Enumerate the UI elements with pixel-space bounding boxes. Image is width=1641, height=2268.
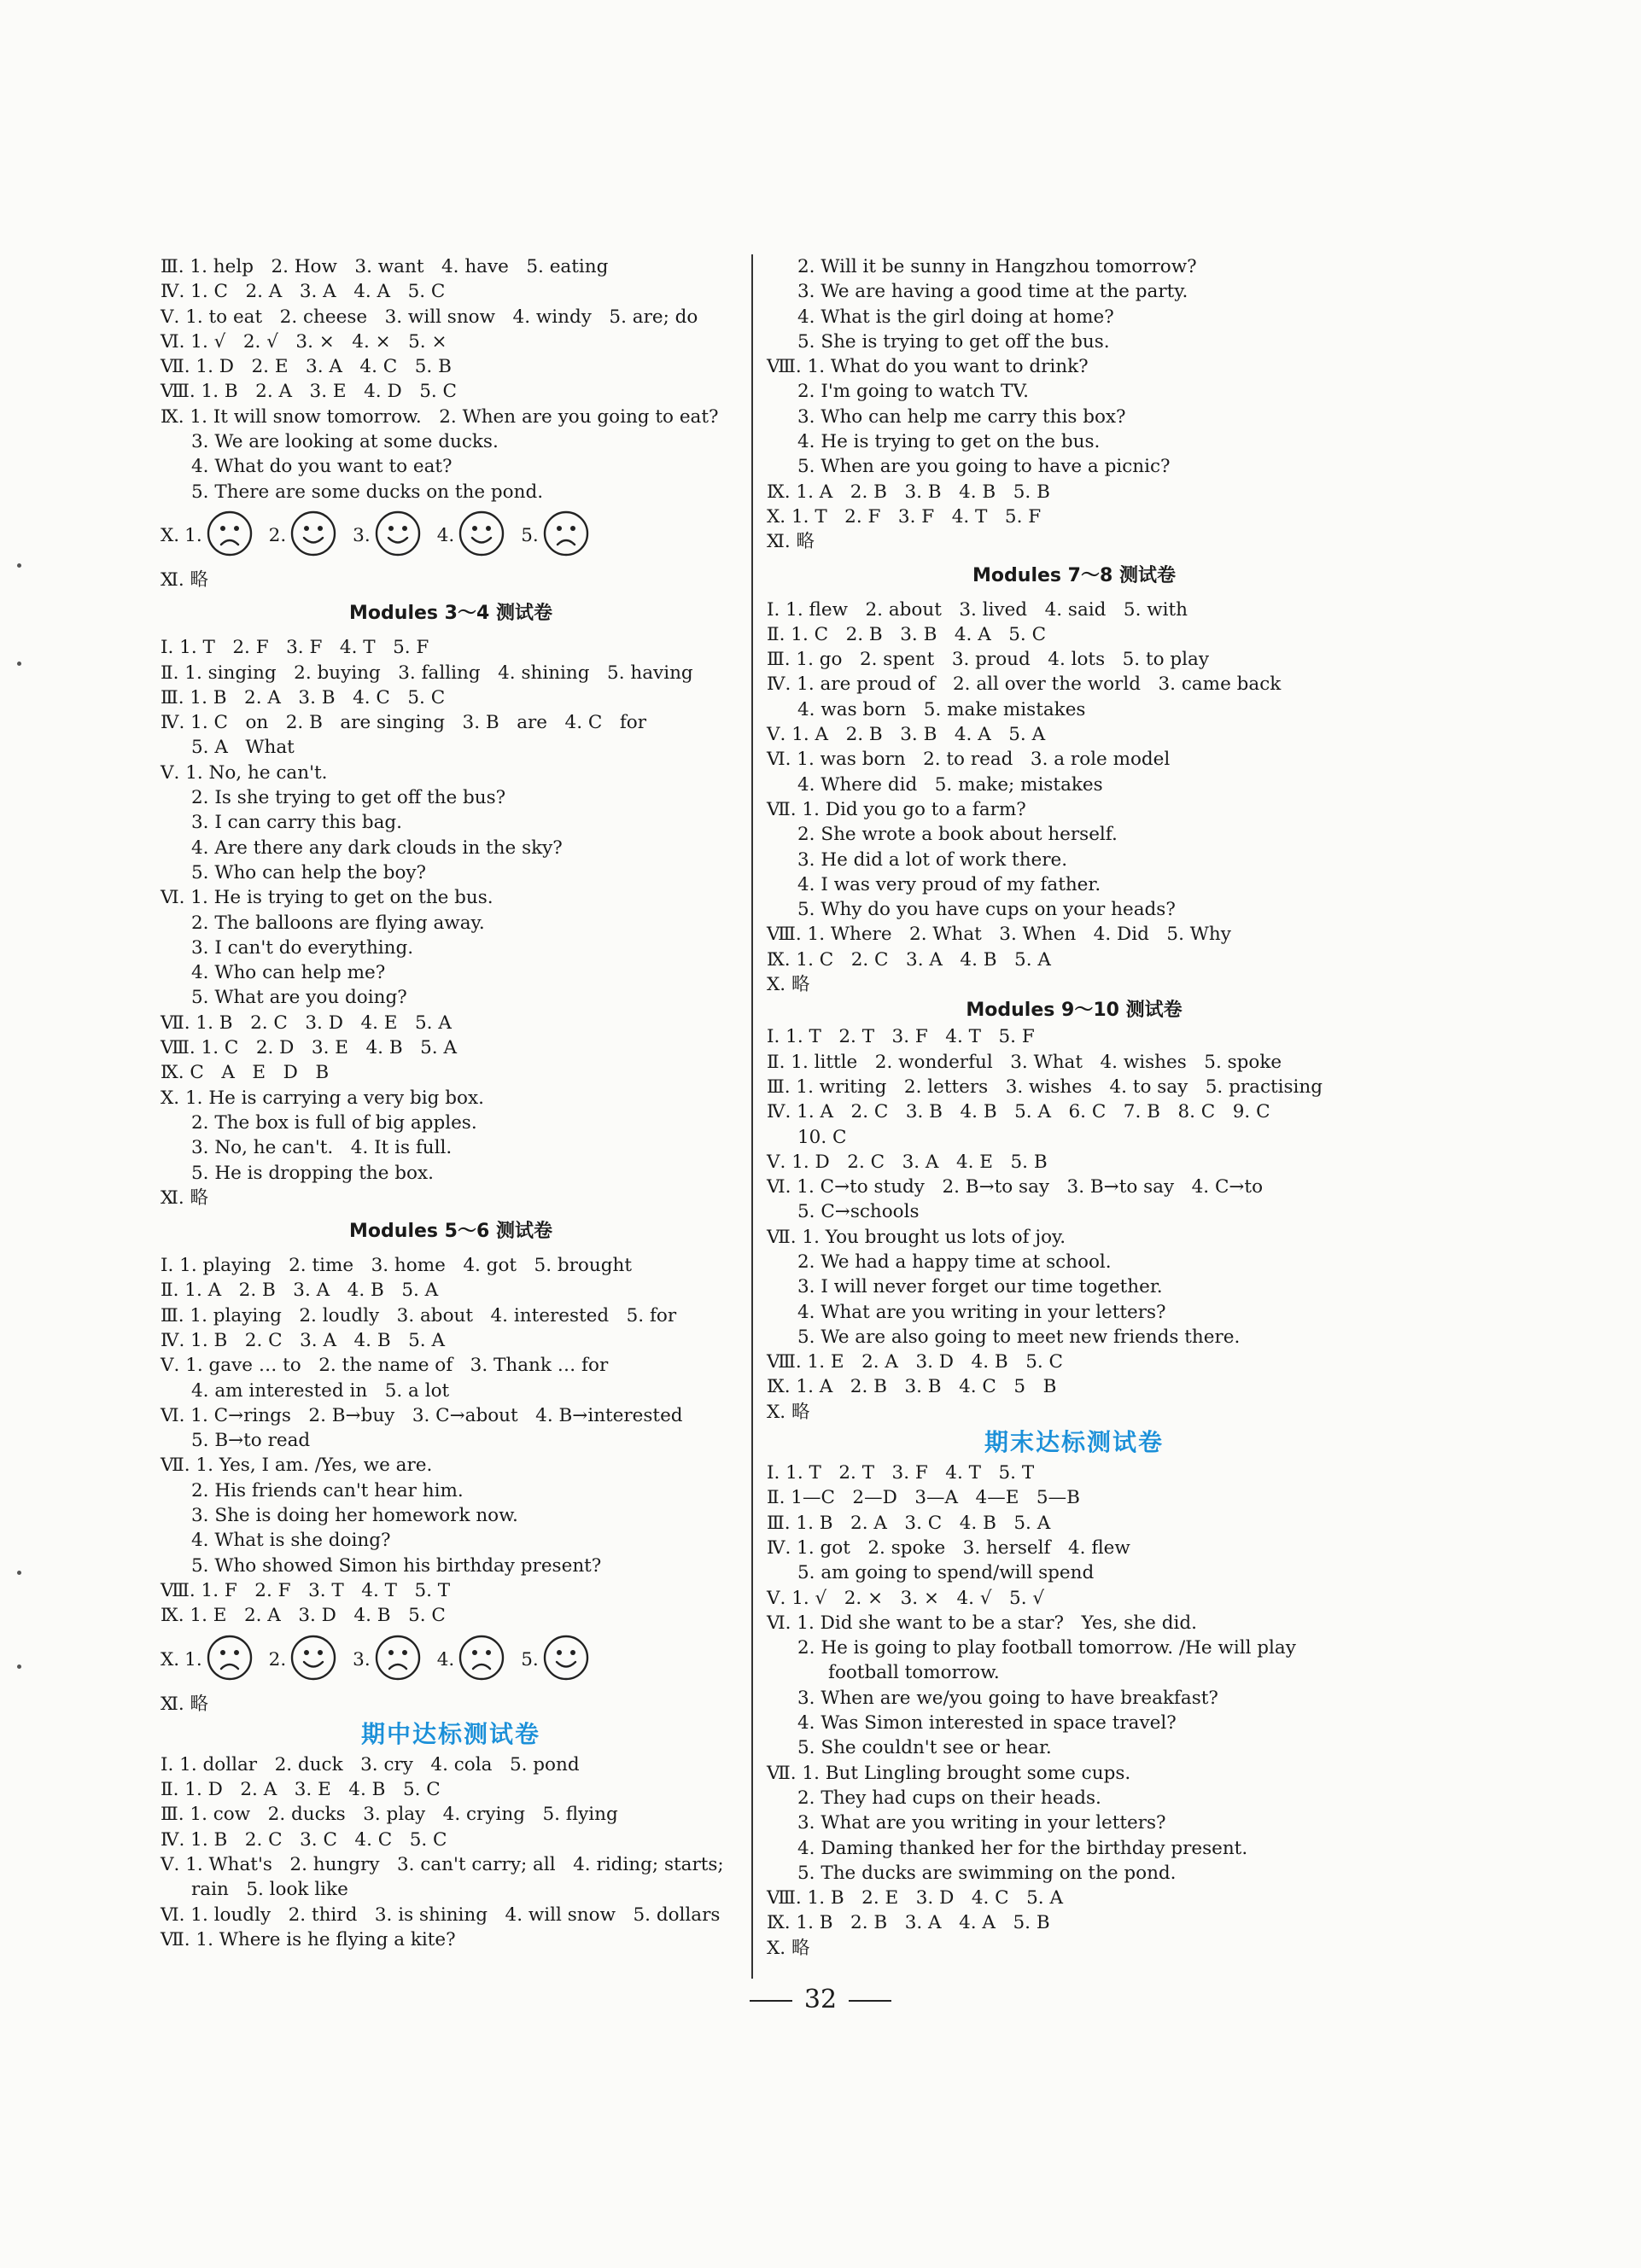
scan-speck bbox=[17, 1571, 21, 1575]
answer-line: 3. What are you writing in your letters? bbox=[797, 1812, 1166, 1834]
answer-line: 5. There are some ducks on the pond. bbox=[191, 481, 544, 503]
sad-face-icon bbox=[458, 1634, 505, 1687]
answer-line: Ⅸ. 1. C 2. C 3. A 4. B 5. A bbox=[767, 948, 1051, 971]
answer-line: Ⅰ. 1. dollar 2. duck 3. cry 4. cola 5. pond bbox=[161, 1753, 580, 1775]
answer-line: Ⅱ. 1. little 2. wonderful 3. What 4. wishes 5. spoke bbox=[767, 1051, 1282, 1073]
answer-line: Ⅸ. 1. A 2. B 3. B 4. C 5 B bbox=[767, 1376, 1057, 1398]
face-number: 1. bbox=[184, 1649, 202, 1671]
answer-line: Ⅷ. 1. F 2. F 3. T 4. T 5. T bbox=[161, 1579, 451, 1601]
answer-line: Ⅶ. 1. You brought us lots of joy. bbox=[767, 1226, 1066, 1248]
answer-line: 4. am interested in 5. a lot bbox=[191, 1379, 450, 1402]
answer-line: Ⅹ. 1. He is carrying a very big box. bbox=[161, 1087, 484, 1109]
face-answer bbox=[269, 510, 338, 563]
answer-line: Ⅸ. 1. It will snow tomorrow. 2. When are you going to eat? bbox=[161, 405, 719, 428]
scan-speck bbox=[17, 662, 21, 666]
answer-line: Ⅳ. 1. A 2. C 3. B 4. B 5. A 6. C 7. B 8. C 9. C bbox=[767, 1101, 1270, 1123]
answer-line: Ⅷ. 1. What do you want to drink? bbox=[767, 356, 1089, 378]
answer-line: 4. Are there any dark clouds in the sky? bbox=[191, 837, 563, 859]
answer-line: Ⅷ. 1. B 2. A 3. E 4. D 5. C bbox=[161, 381, 457, 403]
face-number: 3. bbox=[353, 525, 371, 547]
test-title: 期中达标测试卷 bbox=[360, 1719, 540, 1748]
answer-line: Ⅴ. 1. No, he can't. bbox=[161, 761, 328, 784]
answer-line: 3. We are having a good time at the party. bbox=[797, 281, 1188, 303]
face-answer bbox=[269, 1634, 338, 1687]
answer-line: Ⅳ. 1. C 2. A 3. A 4. A 5. C bbox=[161, 281, 446, 303]
answer-line: 5. Why do you have cups on your heads? bbox=[797, 899, 1176, 921]
answer-line: Ⅵ. 1. loudly 2. third 3. is shining 4. will snow 5. dollars bbox=[161, 1904, 721, 1926]
answer-line: 3. He did a lot of work there. bbox=[797, 848, 1068, 871]
answer-line: Ⅶ. 1. Where is he flying a kite? bbox=[161, 1928, 456, 1950]
answer-line: Ⅲ. 1. go 2. spent 3. proud 4. lots 5. to play bbox=[767, 649, 1209, 671]
faces-row bbox=[161, 1629, 741, 1692]
answer-line: Ⅲ. 1. playing 2. loudly 3. about 4. interested 5. for bbox=[161, 1304, 677, 1326]
face-number: 1. bbox=[184, 525, 202, 547]
face-answer bbox=[184, 510, 254, 563]
answer-line: Ⅸ. 1. A 2. B 3. B 4. B 5. B bbox=[767, 481, 1050, 503]
face-number: 2. bbox=[268, 525, 287, 547]
answer-line: 4. What are you writing in your letters? bbox=[797, 1301, 1166, 1323]
answer-line: Ⅹ. 略 bbox=[767, 1937, 810, 1959]
answer-line: Ⅷ. 1. E 2. A 3. D 4. B 5. C bbox=[767, 1351, 1063, 1373]
answer-line: Ⅶ. 1. But Lingling brought some cups. bbox=[767, 1762, 1131, 1784]
answer-line: Ⅹ. 略 bbox=[767, 974, 810, 996]
answer-line: 5. Who can help the boy? bbox=[191, 861, 427, 883]
answer-line: 2. She wrote a book about herself. bbox=[797, 824, 1118, 846]
answer-line: Ⅺ. 略 bbox=[161, 1693, 208, 1715]
answer-line: 5. She is trying to get off the bus. bbox=[797, 330, 1110, 353]
answer-line: Ⅲ. 1. B 2. A 3. C 4. B 5. A bbox=[767, 1512, 1051, 1534]
answer-line: 2. They had cups on their heads. bbox=[797, 1787, 1101, 1809]
answer-line: Ⅸ. 1. B 2. B 3. A 4. A 5. B bbox=[767, 1912, 1050, 1934]
answer-line: 4. What do you want to eat? bbox=[191, 456, 453, 478]
section-heading: Modules 7～8 测试卷 bbox=[972, 564, 1176, 586]
answer-line: Ⅶ. 1. Did you go to a farm? bbox=[767, 798, 1026, 820]
answer-line: Ⅱ. 1. singing 2. buying 3. falling 4. shining 5. having bbox=[161, 662, 693, 684]
answer-line: 4. was born 5. make mistakes bbox=[797, 698, 1086, 720]
answer-line: Ⅴ. 1. A 2. B 3. B 4. A 5. A bbox=[767, 724, 1046, 746]
answer-line: 5. am going to spend/will spend bbox=[797, 1562, 1095, 1584]
face-answer bbox=[437, 510, 506, 563]
answer-line: 4. Daming thanked her for the birthday present. bbox=[797, 1837, 1248, 1859]
answer-line: 2. The box is full of big apples. bbox=[191, 1111, 477, 1134]
answer-line: Ⅷ. 1. Where 2. What 3. When 4. Did 5. Why bbox=[767, 924, 1231, 946]
answer-line: 2. Is she trying to get off the bus? bbox=[191, 787, 506, 809]
answer-line: Ⅲ. 1. B 2. A 3. B 4. C 5. C bbox=[161, 686, 446, 708]
answer-line: Ⅲ. 1. help 2. How 3. want 4. have 5. eating bbox=[161, 256, 609, 277]
answer-line: Ⅺ. 略 bbox=[161, 568, 208, 591]
answer-line: Ⅶ. 1. Yes, I am. /Yes, we are. bbox=[161, 1455, 433, 1477]
answer-line: 4. Who can help me? bbox=[191, 962, 386, 984]
answer-line: Ⅳ. 1. B 2. C 3. A 4. B 5. A bbox=[161, 1329, 445, 1351]
answer-line: 5. When are you going to have a picnic? bbox=[797, 456, 1171, 478]
answer-line: Ⅴ. 1. to eat 2. cheese 3. will snow 4. windy 5. are; do bbox=[161, 306, 698, 328]
smiley-face-icon bbox=[542, 1634, 590, 1687]
smiley-face-icon bbox=[289, 510, 337, 563]
faces-row-label: Ⅹ. bbox=[161, 525, 180, 547]
answer-line: 5. C→schools bbox=[797, 1201, 920, 1223]
answer-line: Ⅷ. 1. C 2. D 3. E 4. B 5. A bbox=[161, 1037, 457, 1059]
answer-line: 3. No, he can't. 4. It is full. bbox=[191, 1137, 453, 1159]
sad-face-icon bbox=[374, 1634, 422, 1687]
face-number: 2. bbox=[268, 1649, 287, 1671]
answer-line: Ⅴ. 1. √ 2. × 3. × 4. √ 5. √ bbox=[767, 1587, 1045, 1609]
answer-line: Ⅳ. 1. B 2. C 3. C 4. C 5. C bbox=[161, 1828, 447, 1851]
answer-line: 5. She couldn't see or hear. bbox=[797, 1737, 1052, 1759]
answer-line: 4. I was very proud of my father. bbox=[797, 873, 1101, 895]
answer-line: Ⅳ. 1. got 2. spoke 3. herself 4. flew bbox=[767, 1536, 1130, 1559]
answer-line: Ⅵ. 1. √ 2. √ 3. × 4. × 5. × bbox=[161, 330, 447, 353]
page-number-dash-right bbox=[849, 2000, 891, 2002]
answer-line: Ⅱ. 1. A 2. B 3. A 4. B 5. A bbox=[161, 1280, 439, 1302]
answer-line: Ⅰ. 1. T 2. T 3. F 4. T 5. T bbox=[767, 1462, 1035, 1484]
scan-speck bbox=[17, 563, 21, 568]
answer-line: Ⅲ. 1. cow 2. ducks 3. play 4. crying 5. flying bbox=[161, 1804, 618, 1826]
faces-row bbox=[161, 504, 741, 568]
face-answer bbox=[184, 1634, 254, 1687]
answer-line: Ⅱ. 1. D 2. A 3. E 4. B 5. C bbox=[161, 1779, 441, 1801]
face-answer bbox=[353, 510, 422, 563]
answer-line: Ⅵ. 1. was born 2. to read 3. a role model bbox=[767, 749, 1171, 771]
answer-line: Ⅺ. 略 bbox=[161, 1186, 208, 1209]
answer-line: Ⅰ. 1. playing 2. time 3. home 4. got 5. brought bbox=[161, 1255, 632, 1277]
answer-line: 5. We are also going to meet new friends there. bbox=[797, 1326, 1241, 1348]
answer-line: Ⅵ. 1. He is trying to get on the bus. bbox=[161, 887, 493, 909]
answer-line: Ⅳ. 1. are proud of 2. all over the world 3. came back bbox=[767, 673, 1282, 696]
answer-line: 2. I'm going to watch TV. bbox=[797, 381, 1029, 403]
answer-line: Ⅳ. 1. C on 2. B are singing 3. B are 4. C for bbox=[161, 712, 647, 734]
answer-line: 3. Who can help me carry this box? bbox=[797, 405, 1126, 428]
face-answer bbox=[521, 510, 590, 563]
answer-line: Ⅶ. 1. D 2. E 3. A 4. C 5. B bbox=[161, 356, 452, 378]
face-answer bbox=[521, 1634, 590, 1687]
answer-line: Ⅵ. 1. Did she want to be a star? Yes, she did. bbox=[767, 1612, 1197, 1634]
face-number: 4. bbox=[436, 1649, 455, 1671]
answer-line: 3. I can carry this bag. bbox=[191, 812, 403, 834]
answer-line: Ⅴ. 1. D 2. C 3. A 4. E 5. B bbox=[767, 1151, 1048, 1173]
left-column bbox=[161, 254, 741, 1952]
section-heading: Modules 5～6 测试卷 bbox=[349, 1221, 552, 1243]
answer-line: Ⅴ. 1. gave … to 2. the name of 3. Thank … for bbox=[161, 1355, 609, 1377]
answer-line: 3. I can't do everything. bbox=[191, 936, 414, 959]
smiley-face-icon bbox=[374, 510, 422, 563]
test-title: 期末达标测试卷 bbox=[984, 1428, 1164, 1457]
answer-line: 4. Where did 5. make; mistakes bbox=[797, 773, 1103, 796]
answer-line: football tomorrow. bbox=[828, 1662, 1000, 1684]
faces-row-label: Ⅹ. bbox=[161, 1649, 180, 1671]
face-answer bbox=[353, 1634, 422, 1687]
answer-line: 3. We are looking at some ducks. bbox=[191, 431, 499, 453]
answer-line: Ⅵ. 1. C→rings 2. B→buy 3. C→about 4. B→interested bbox=[161, 1404, 683, 1426]
answer-line: 2. Will it be sunny in Hangzhou tomorrow? bbox=[797, 256, 1197, 277]
section-heading: Modules 9～10 测试卷 bbox=[966, 1000, 1183, 1022]
answer-line: 4. What is she doing? bbox=[191, 1530, 391, 1552]
page-number-text: 32 bbox=[803, 1985, 838, 2014]
right-column bbox=[767, 254, 1381, 1961]
page-number bbox=[0, 1985, 1641, 2014]
answer-line: 3. She is doing her homework now. bbox=[191, 1505, 518, 1527]
answer-line: 5. B→to read bbox=[191, 1430, 311, 1452]
face-number: 5. bbox=[521, 525, 539, 547]
page-number-dash-left bbox=[750, 2000, 792, 2002]
answer-line: 5. He is dropping the box. bbox=[191, 1162, 434, 1184]
answer-line: Ⅱ. 1—C 2—D 3—A 4—E 5—B bbox=[767, 1487, 1080, 1509]
smiley-face-icon bbox=[458, 510, 505, 563]
answer-line: 3. When are we/you going to have breakfast? bbox=[797, 1687, 1218, 1709]
answer-line: Ⅱ. 1. C 2. B 3. B 4. A 5. C bbox=[767, 623, 1047, 645]
sad-face-icon bbox=[542, 510, 590, 563]
face-number: 4. bbox=[436, 525, 455, 547]
section-heading: Modules 3～4 测试卷 bbox=[349, 603, 552, 625]
column-divider bbox=[751, 254, 753, 1979]
answer-line: 2. We had a happy time at school. bbox=[797, 1251, 1112, 1273]
answer-line: Ⅹ. 1. T 2. F 3. F 4. T 5. F bbox=[767, 505, 1042, 528]
answer-line: Ⅸ. C A E D B bbox=[161, 1062, 330, 1084]
answer-line: 5. What are you doing? bbox=[191, 987, 407, 1009]
answer-line: Ⅺ. 略 bbox=[767, 531, 815, 553]
answer-line: Ⅵ. 1. C→to study 2. B→to say 3. B→to say 4. C→to bbox=[767, 1176, 1264, 1198]
answer-line: 3. I will never forget our time together. bbox=[797, 1276, 1163, 1298]
answer-line: 4. What is the girl doing at home? bbox=[797, 306, 1114, 328]
answer-line: 5. A What bbox=[191, 737, 295, 759]
answer-line: 2. He is going to play football tomorrow. /He will play bbox=[797, 1637, 1296, 1659]
face-number: 3. bbox=[353, 1649, 371, 1671]
answer-line: 10. C bbox=[797, 1126, 847, 1148]
sad-face-icon bbox=[206, 510, 254, 563]
smiley-face-icon bbox=[289, 1634, 337, 1687]
face-number: 5. bbox=[521, 1649, 539, 1671]
answer-line: Ⅰ. 1. T 2. T 3. F 4. T 5. F bbox=[767, 1026, 1035, 1048]
answer-line: 2. The balloons are flying away. bbox=[191, 912, 485, 934]
sad-face-icon bbox=[206, 1634, 254, 1687]
answer-line: 5. The ducks are swimming on the pond. bbox=[797, 1862, 1177, 1884]
answer-line: Ⅲ. 1. writing 2. letters 3. wishes 4. to say 5. practising bbox=[767, 1076, 1323, 1098]
answer-line: Ⅶ. 1. B 2. C 3. D 4. E 5. A bbox=[161, 1012, 452, 1034]
face-answer bbox=[437, 1634, 506, 1687]
answer-line: rain 5. look like bbox=[191, 1879, 348, 1901]
answer-line: Ⅴ. 1. What's 2. hungry 3. can't carry; all 4. riding; starts; bbox=[161, 1854, 724, 1876]
answer-line: 4. He is trying to get on the bus. bbox=[797, 431, 1101, 453]
answer-line: 4. Was Simon interested in space travel? bbox=[797, 1712, 1177, 1735]
answer-line: Ⅹ. 略 bbox=[767, 1401, 810, 1423]
answer-line: Ⅸ. 1. E 2. A 3. D 4. B 5. C bbox=[161, 1605, 446, 1627]
answer-line: 5. Who showed Simon his birthday present? bbox=[191, 1554, 602, 1577]
answer-line: Ⅷ. 1. B 2. E 3. D 4. C 5. A bbox=[767, 1887, 1063, 1909]
answer-line: Ⅰ. 1. T 2. F 3. F 4. T 5. F bbox=[161, 637, 429, 659]
scan-speck bbox=[17, 1665, 21, 1669]
answer-line: Ⅰ. 1. flew 2. about 3. lived 4. said 5. with bbox=[767, 598, 1188, 621]
answer-line: 2. His friends can't hear him. bbox=[191, 1479, 464, 1501]
